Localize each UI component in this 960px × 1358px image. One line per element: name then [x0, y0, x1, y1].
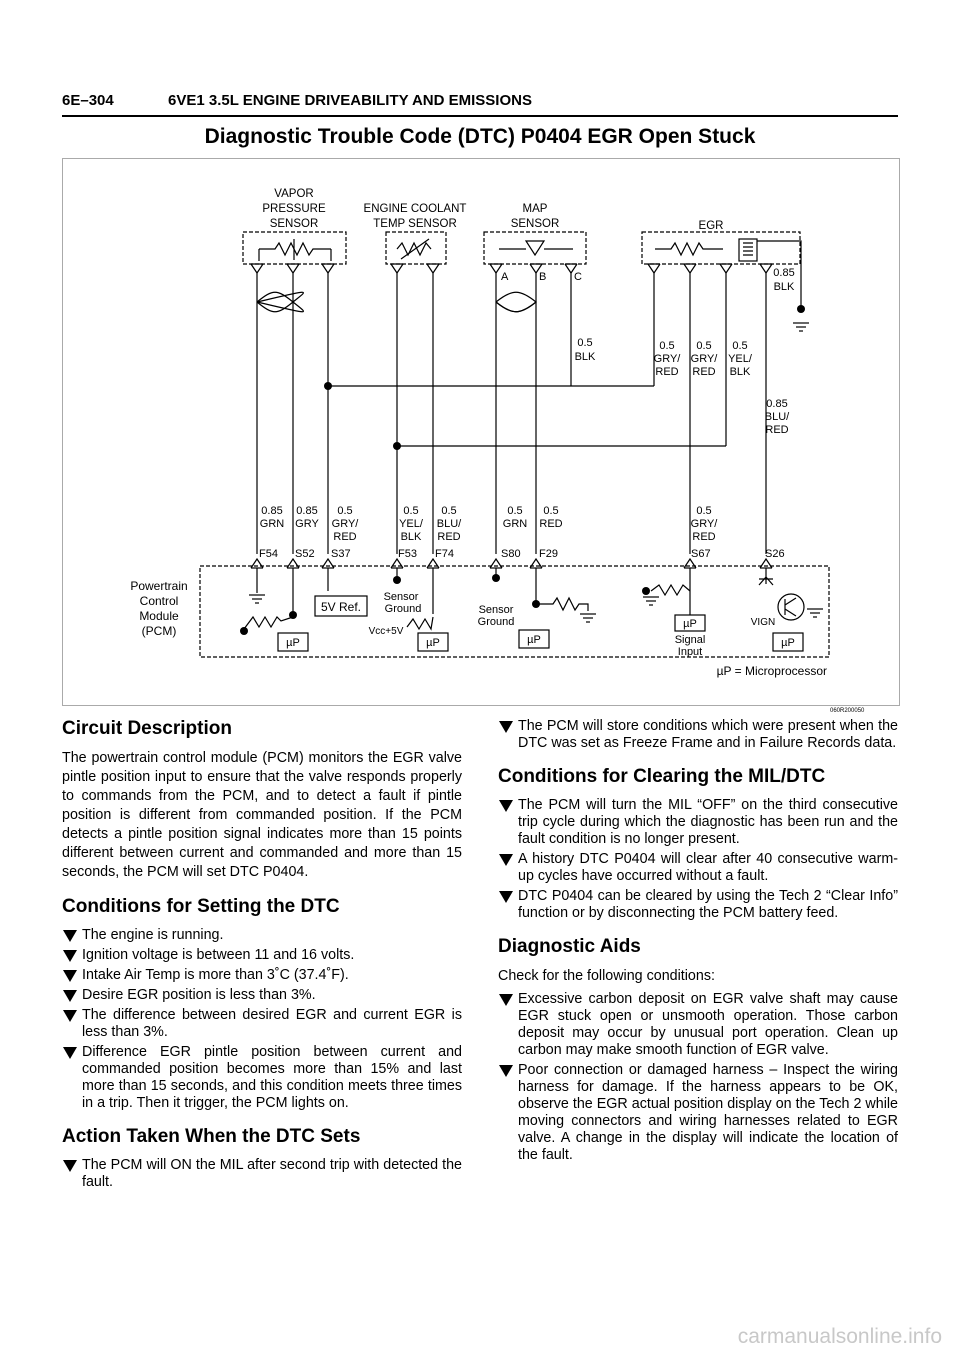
- pin-f74: F74: [435, 548, 454, 560]
- header-rule: [62, 115, 898, 117]
- pin-f29: F29: [539, 548, 558, 560]
- gry1-wire-color2: RED: [655, 366, 679, 378]
- pcm-wire-8-color2: RED: [692, 531, 716, 543]
- aids-list: [498, 991, 898, 1164]
- action-list: [62, 1157, 462, 1191]
- gry2-wire-color2: RED: [692, 366, 716, 378]
- circuit-text: The powertrain control module (PCM) monitors the EGR valve pintle position input to ensure that the valve responds properly to commands from the PCM, and to detect a fault if pintle position is different from commanded position. If the PCM detects a pintle position signal indicates more than 15 points different between current and commanded and more than 15 seconds, the PCM will set DTC P0404.: [62, 750, 462, 880]
- list-item: The PCM will turn the MIL “OFF” on the third consecutive trip cycle during which the diagnostic has been run and the fault condition is no longer present.: [498, 797, 898, 848]
- bullet-icon: [63, 1160, 77, 1172]
- pcm-pin-s67: [684, 559, 696, 568]
- pin-f54: F54: [259, 548, 278, 560]
- map-twisted-pair: [496, 292, 536, 312]
- bullet-icon: [63, 990, 77, 1002]
- pin-f53: F53: [398, 548, 417, 560]
- pcm-wire-7-size: 0.5: [543, 505, 559, 517]
- list-item: Intake Air Temp is more than 3˚C (37.4˚F).: [62, 967, 462, 984]
- map-sensor-box: [484, 232, 586, 264]
- pcm-label-3: Module: [139, 609, 179, 623]
- list-item: DTC P0404 can be cleared by using the Tech 2 “Clear Info” function or by disconnecting the PCM battery feed.: [498, 888, 898, 922]
- left-column: [62, 718, 462, 1194]
- pcm-wire-3-color2: RED: [333, 531, 357, 543]
- egr-pin-1: [648, 264, 660, 277]
- list-item: Desire EGR position is less than 3%.: [62, 987, 462, 1004]
- bullet-icon: [63, 950, 77, 962]
- yel-wire-color1: YEL/: [728, 353, 752, 365]
- egr-gnd-wire-size: 0.85: [773, 267, 795, 279]
- circuit-heading: Circuit Description: [62, 718, 232, 739]
- ect-label-2: TEMP SENSOR: [373, 218, 457, 230]
- pin-s26: S26: [765, 548, 785, 560]
- setting-heading: Conditions for Setting the DTC: [62, 896, 340, 917]
- list-item: Excessive carbon deposit on EGR valve shaft may cause EGR stuck open or unsmooth operation. Those carbon deposit may occur by unusual port operation. Clean up carbon may make smooth function of EGR valve.: [498, 991, 898, 1059]
- up-label-4: µP: [683, 618, 697, 630]
- pcm-pin-f54: [251, 559, 263, 568]
- pcm-wire-1-size: 0.85: [261, 505, 283, 517]
- vign-label: VIGN: [750, 617, 776, 628]
- bullet-icon: [499, 891, 513, 903]
- pcm-internal-circuits: [244, 568, 823, 629]
- egr-pin-2: [684, 264, 696, 277]
- egr-ground-icon: [793, 323, 809, 331]
- pcm-label-1: Powertrain: [130, 579, 188, 593]
- pcm-pin-s37: [322, 559, 334, 568]
- pcm-label-2: Control: [139, 594, 179, 608]
- list-item: The PCM will store conditions which were present when the DTC was set as Freeze Frame and in Failure Records data.: [498, 718, 898, 752]
- map-sensor-symbol: [526, 241, 544, 255]
- egr-valve-box: [642, 232, 800, 264]
- gry1-wire-size: 0.5: [659, 340, 675, 352]
- vcc-label: Vcc+5V: [368, 626, 404, 637]
- vapor-label-2: PRESSURE: [262, 203, 326, 215]
- ect-pin-1: [391, 264, 403, 277]
- pin-s80: S80: [501, 548, 521, 560]
- blk-wire-color: BLK: [574, 351, 596, 363]
- bullet-icon: [63, 1047, 77, 1059]
- pcm-wire-5-color1: BLU/: [436, 518, 462, 530]
- pcm-wire-4-color1: YEL/: [399, 518, 423, 530]
- splice-5v-ref: [393, 442, 401, 450]
- bullet-icon: [499, 721, 513, 733]
- pcm-wire-3-color1: GRY/: [331, 518, 359, 530]
- manual-title: 6VE1 3.5L ENGINE DRIVEABILITY AND EMISSIONS: [168, 92, 532, 109]
- blk-wire-size: 0.5: [577, 337, 593, 349]
- list-item: A history DTC P0404 will clear after 40 consecutive warm-up cycles have occurred without a fault.: [498, 851, 898, 885]
- pcm-wire-3-size: 0.5: [337, 505, 353, 517]
- up-label-1: µP: [286, 637, 300, 649]
- pcm-wire-8-color1: GRY/: [690, 518, 718, 530]
- aids-heading: Diagnostic Aids: [498, 936, 641, 957]
- up-label-5: µP: [781, 637, 795, 649]
- egr-solenoid-coil: [739, 239, 757, 261]
- bullet-icon: [499, 1065, 513, 1077]
- bullet-icon: [499, 994, 513, 1006]
- gry2-wire-size: 0.5: [696, 340, 712, 352]
- page-title: Diagnostic Trouble Code (DTC) P0404 EGR Open Stuck: [204, 125, 756, 148]
- egr-pin-3: [720, 264, 732, 277]
- pcm-wire-4-size: 0.5: [403, 505, 419, 517]
- bullet-icon: [499, 800, 513, 812]
- egr-pin-4: [760, 264, 772, 277]
- pcm-pin-f29: [530, 559, 542, 568]
- pcm-pin-s26: [760, 559, 772, 568]
- egr-ground-point: [797, 305, 805, 313]
- gry2-wire-color1: GRY/: [690, 353, 718, 365]
- five-v-ref-label: 5V Ref.: [320, 600, 362, 614]
- sensor-ground-1a: Sensor: [383, 591, 419, 603]
- pcm-label-4: (PCM): [141, 624, 177, 638]
- aids-intro: Check for the following conditions:: [498, 968, 715, 984]
- list-item: Difference EGR pintle position between current and commanded position becomes more than 15% and last more than 15 seconds, and this condition meets three times in a trip. Then it trigger, the PCM lights on.: [62, 1044, 462, 1112]
- pin-s37: S37: [331, 548, 351, 560]
- up-label-2: µP: [426, 637, 440, 649]
- action-list-continued: [498, 718, 898, 752]
- pcm-wire-8-size: 0.5: [696, 505, 712, 517]
- pcm-wire-6-color: GRN: [502, 518, 528, 530]
- signal-input-1: Signal: [674, 634, 706, 646]
- egr-label: EGR: [698, 220, 724, 232]
- list-item: The PCM will ON the MIL after second trip with detected the fault.: [62, 1157, 462, 1191]
- map-label-1: MAP: [522, 203, 548, 215]
- splice-ground: [324, 382, 332, 390]
- pcm-pin-f74: [427, 559, 439, 568]
- blu-wire-color2: RED: [765, 424, 789, 436]
- vapor-twisted-pair: [257, 292, 303, 312]
- yel-wire-size: 0.5: [732, 340, 748, 352]
- figure-id: 060R200050: [830, 708, 865, 714]
- wiring-diagram: [62, 158, 900, 706]
- up-label-3: µP: [527, 634, 541, 646]
- blu-wire-color1: BLU/: [764, 411, 790, 423]
- pcm-wire-5-size: 0.5: [441, 505, 457, 517]
- action-heading: Action Taken When the DTC Sets: [62, 1126, 361, 1147]
- ect-pin-2: [427, 264, 439, 277]
- microprocessor-legend: µP = Microprocessor: [716, 664, 827, 678]
- pin-s52: S52: [295, 548, 315, 560]
- pcm-pin-s80: [490, 559, 502, 568]
- clearing-heading: Conditions for Clearing the MIL/DTC: [498, 766, 826, 787]
- egr-position-resistor: [655, 243, 723, 255]
- right-column: [498, 718, 898, 1167]
- map-label-2: SENSOR: [510, 218, 560, 230]
- bullet-icon: [499, 854, 513, 866]
- pcm-wire-5-color2: RED: [437, 531, 461, 543]
- pin-s67: S67: [691, 548, 711, 560]
- vapor-label-1: VAPOR: [274, 188, 314, 200]
- map-pin-c-label: C: [574, 271, 582, 283]
- egr-gnd-wire-color: BLK: [773, 281, 795, 293]
- ect-label-1: ENGINE COOLANT: [363, 203, 467, 215]
- vapor-resistor: [259, 243, 331, 255]
- setting-list: [62, 927, 462, 1112]
- sensor-ground-1b: Ground: [384, 603, 422, 615]
- list-item: The difference between desired EGR and current EGR is less than 3%.: [62, 1007, 462, 1041]
- sensor-ground-2a: Sensor: [478, 604, 514, 616]
- list-item: Ignition voltage is between 11 and 16 volts.: [62, 947, 462, 964]
- pcm-wire-1-color: GRN: [259, 518, 285, 530]
- pcm-wire-7-color: RED: [539, 518, 563, 530]
- gry1-wire-color1: GRY/: [653, 353, 681, 365]
- blu-wire-size: 0.85: [766, 398, 788, 410]
- vapor-pin-3: [322, 264, 334, 277]
- pcm-wire-2-color: GRY: [295, 518, 319, 530]
- pcm-wire-2-size: 0.85: [296, 505, 318, 517]
- pcm-pin-s52: [287, 559, 299, 568]
- bullet-icon: [63, 930, 77, 942]
- pcm-wire-4-color2: BLK: [400, 531, 422, 543]
- bullet-icon: [63, 1010, 77, 1022]
- clearing-list: [498, 797, 898, 922]
- vapor-pin-1: [251, 264, 263, 277]
- map-pin-b-label: B: [539, 271, 547, 283]
- signal-input-2: Input: [677, 646, 703, 658]
- bullet-icon: [63, 970, 77, 982]
- vapor-label-3: SENSOR: [269, 218, 319, 230]
- list-item: The engine is running.: [62, 927, 462, 944]
- list-item: Poor connection or damaged harness – Inspect the wiring harness for damage. If the harness appears to be OK, observe the EGR actual position display on the Tech 2 while moving connectors and wiring harnesses related to EGR valve. A change in the display will indicate the location of the fault.: [498, 1062, 898, 1164]
- yel-wire-color2: BLK: [729, 366, 751, 378]
- sensor-ground-2b: Ground: [477, 616, 515, 628]
- map-pin-a-label: A: [501, 271, 509, 283]
- page-code: 6E–304: [62, 92, 114, 109]
- pcm-pin-f53: [391, 559, 403, 568]
- pcm-wire-6-size: 0.5: [507, 505, 523, 517]
- vapor-pin-2: [287, 264, 299, 277]
- wiring-diagram-svg: [63, 159, 899, 705]
- watermark[interactable]: carmanualsonline.info: [737, 1325, 942, 1348]
